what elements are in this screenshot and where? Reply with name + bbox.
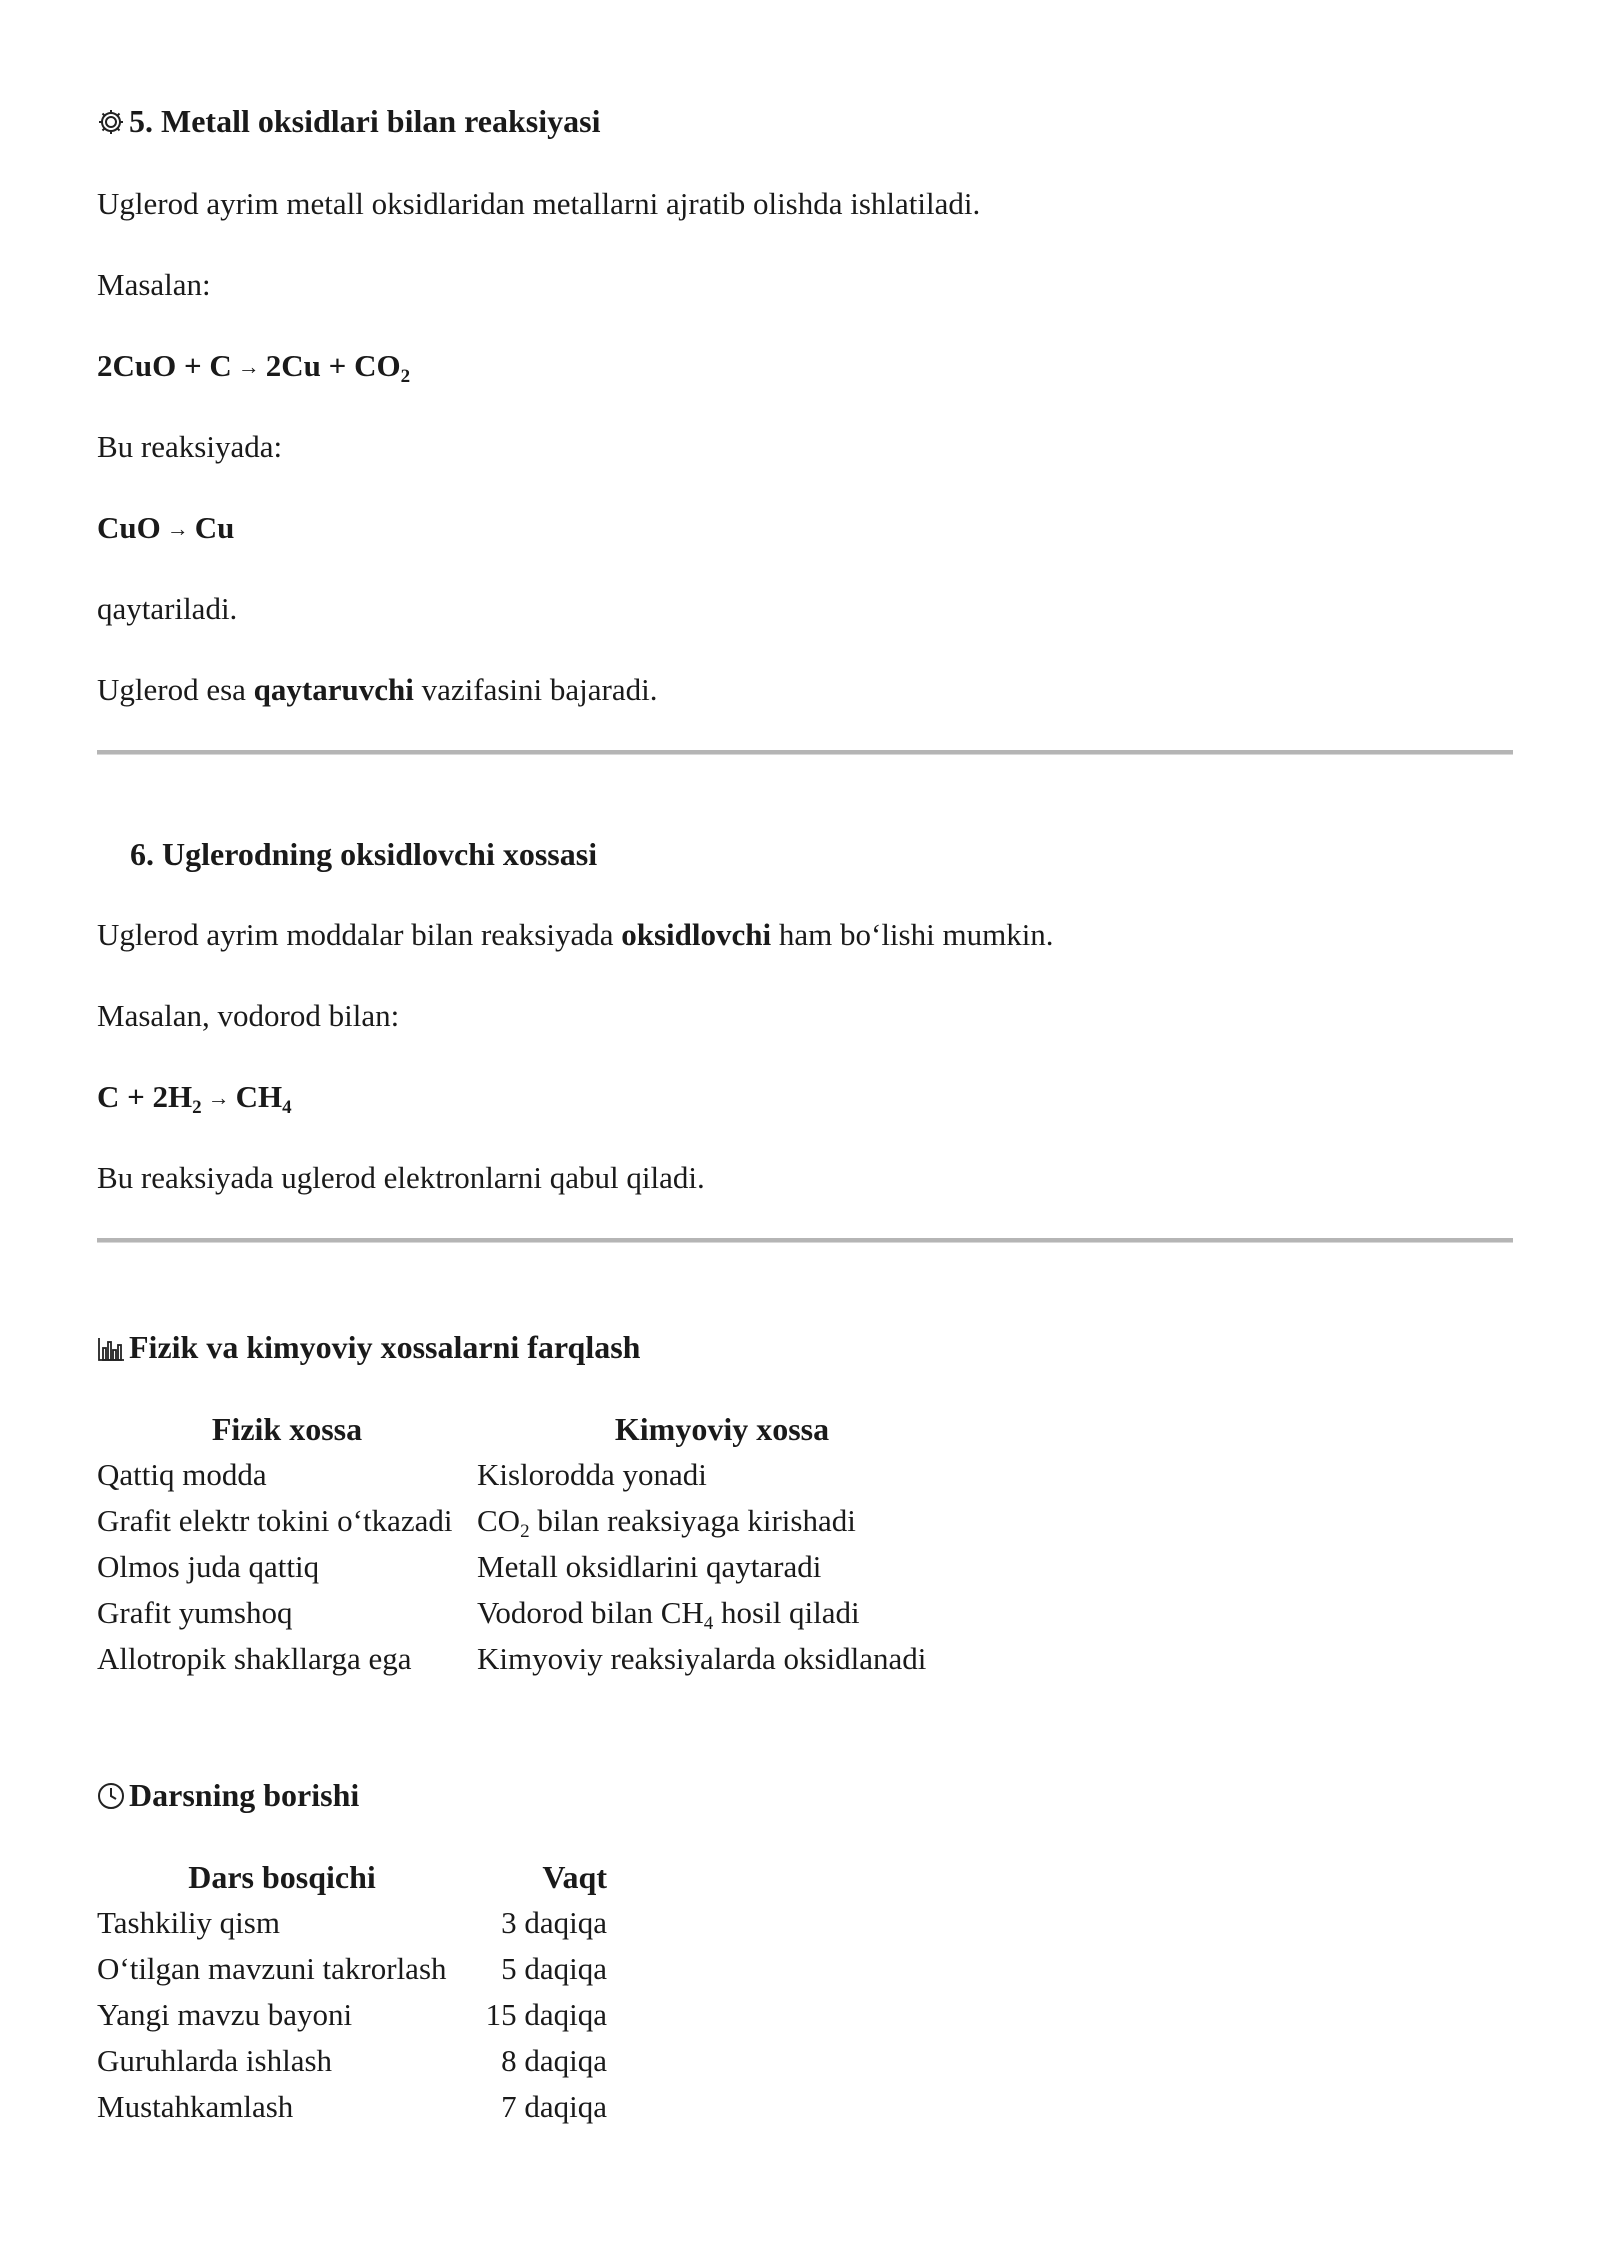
table-row [97,1636,967,1682]
table-row [97,1946,607,1992]
example-label: Masalan: [97,267,211,302]
table-cell: 15 daqiqa [485,1997,607,2032]
column-header: Dars bosqichi [188,1859,376,1895]
table-cell: Metall oksidlarini qaytaradi [477,1549,822,1584]
lesson-table [97,1854,607,2130]
table-cell: 5 daqiqa [501,1951,607,1986]
table-cell: 7 daqiqa [501,2089,607,2124]
section-6-intro: Uglerod ayrim moddalar bilan reaksiyada oksidlovchi ham bo‘lishi mumkin. [97,917,1054,952]
section-5-heading: 5. Metall oksidlari bilan reaksiyasi [97,102,600,144]
reduction-equation: CuO → Cu [97,510,235,545]
reaction-label: Bu reaksiyada: [97,429,283,464]
table-cell: 8 daqiqa [501,2043,607,2078]
table-row [97,1590,967,1636]
table-cell: Guruhlarda ishlash [97,2043,333,2078]
gear-icon [97,106,125,144]
table-row [97,1498,967,1544]
table-cell: Tashkiliy qism [97,1905,280,1940]
reduced-text: qaytariladi. [97,591,238,626]
table-cell: Yangi mavzu bayoni [97,1997,353,2032]
table-row [97,2084,607,2130]
column-header: Kimyoviy xossa [614,1411,830,1447]
table-cell: Grafit elektr tokini o‘tkazadi [97,1503,453,1538]
section-6-heading: 6. Uglerodning oksidlovchi xossasi [130,836,598,872]
table-cell: Olmos juda qattiq [97,1549,320,1584]
lesson-heading: Darsning borishi [97,1776,359,1818]
section-5-conclusion: Uglerod esa qaytaruvchi vazifasini bajaradi. [97,672,658,707]
bar-chart-icon [97,1332,125,1370]
table-row [97,2038,607,2084]
table-cell: 3 daqiqa [501,1905,607,1940]
table-cell: Kimyoviy reaksiyalarda oksidlanadi [477,1641,927,1676]
table-row [97,1900,607,1946]
table-cell: Grafit yumshoq [97,1595,293,1630]
table-cell: Mustahkamlash [97,2089,294,2124]
table-row [97,1452,967,1498]
clock-icon [97,1780,125,1818]
divider [97,750,1513,755]
section-6-note: Bu reaksiyada uglerod elektronlarni qabul qiladi. [97,1160,705,1195]
column-header: Fizik xossa [211,1411,363,1447]
section-5-intro: Uglerod ayrim metall oksidlaridan metallarni ajratib olishda ishlatiladi. [97,186,981,221]
table-header-row [97,1406,967,1452]
comparison-heading: Fizik va kimyoviy xossalarni farqlash [97,1328,640,1370]
comparison-table [97,1406,967,1682]
table-cell: O‘tilgan mavzuni takrorlash [97,1951,447,1986]
table-cell: Allotropik shakllarga ega [97,1641,412,1676]
table-cell: Kislorodda yonadi [477,1457,707,1492]
column-header: Vaqt [542,1859,607,1895]
table-cell: Vodorod bilan $CH_4$ hosil qiladi [477,1595,860,1634]
table-row [97,1544,967,1590]
table-cell: $CO_2$ bilan reaksiyaga kirishadi [477,1503,856,1542]
equation-c-h2: $C + 2H_2 \to CH_4$ [97,1079,292,1118]
table-cell: Qattiq modda [97,1457,267,1492]
table-header-row [97,1854,607,1900]
divider [97,1238,1513,1243]
example-label: Masalan, vodorod bilan: [97,998,400,1033]
table-row [97,1992,607,2038]
equation-cuo-c: $2CuO + C \to 2Cu + CO_2$ [97,348,411,387]
